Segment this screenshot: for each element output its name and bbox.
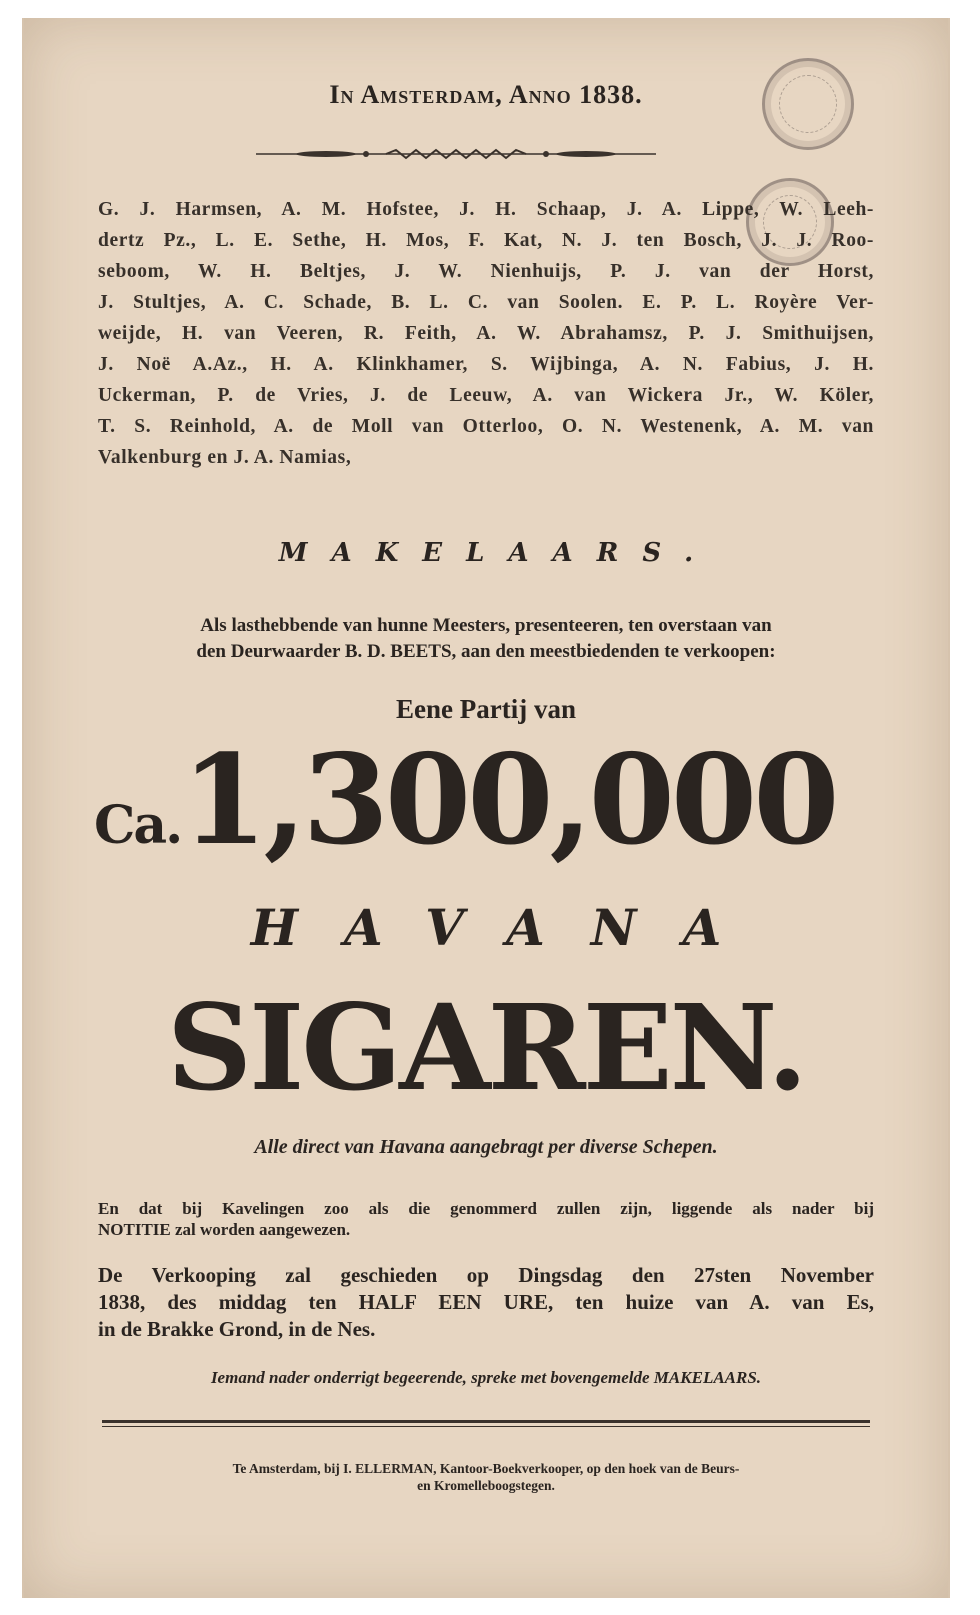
names-line: seboom, W. H. Beltjes, J. W. Nienhuijs, P. J. van der Horst, <box>98 261 874 282</box>
quantity-number: 1,300,000 <box>181 728 836 873</box>
intro-line: den Deurwaarder B. D. BEETS, aan den meestbiedenden te verkoopen: <box>196 641 776 662</box>
poster-heading: In Amsterdam, Anno 1838. <box>329 80 643 109</box>
partij-line: Eene Partij van <box>396 694 576 724</box>
sigaren-title: SIGAREN. <box>166 978 806 1117</box>
names-line: Valkenburg en J. A. Namias, <box>98 447 352 468</box>
names-line: T. S. Reinhold, A. de Moll van Otterloo, O. N. Westenenk, A. M. van <box>98 416 874 437</box>
poster-sheet <box>22 18 950 1598</box>
ornament-divider <box>256 148 656 160</box>
footer-rule <box>102 1420 870 1423</box>
paragraph-line: NOTITIE zal worden aangewezen. <box>98 1220 351 1239</box>
intro-text <box>104 613 868 665</box>
imprint-line: en Kromelleboogstegen. <box>417 1478 555 1493</box>
names-line: dertz Pz., L. E. Sethe, H. Mos, F. Kat, N. J. ten Bosch, J. J. Roo- <box>98 230 874 251</box>
ca-prefix: Ca. <box>94 795 182 856</box>
paragraph-line: De Verkooping zal geschieden op Dingsdag den 27sten November <box>98 1263 874 1287</box>
broker-names <box>98 194 874 473</box>
quantity-line <box>94 728 894 873</box>
havana-title: HAVANA <box>250 898 768 957</box>
names-line: weijde, H. van Veeren, R. Feith, A. W. Abrahamsz, P. J. Smithuijsen, <box>98 323 874 344</box>
names-line: G. J. Harmsen, A. M. Hofstee, J. H. Schaap, J. A. Lippe, W. Leeh- <box>98 199 874 220</box>
paragraph-line: in de Brakke Grond, in de Nes. <box>98 1317 376 1341</box>
verkooping-paragraph <box>98 1262 874 1343</box>
printer-imprint <box>124 1460 848 1494</box>
makelaars-title: MAKELAARS. <box>278 538 718 568</box>
names-line: J. Noë A.Az., H. A. Klinkhamer, S. Wijbinga, A. N. Fabius, J. H. <box>98 354 874 375</box>
imprint-line: Te Amsterdam, bij I. ELLERMAN, Kantoor-Boekverkooper, op den hoek van de Beurs- <box>232 1461 740 1476</box>
footer-rule-thin <box>102 1426 870 1427</box>
origin-line: Alle direct van Havana aangebragt per diverse Schepen. <box>254 1136 718 1158</box>
contact-line: Iemand nader onderrigt begeerende, spreke met bovengemelde MAKELAARS. <box>210 1368 762 1387</box>
paragraph-line: 1838, des middag ten HALF EEN URE, ten huize van A. van Es, <box>98 1290 874 1314</box>
intro-line: Als lasthebbende van hunne Meesters, presenteeren, ten overstaan van <box>200 615 772 636</box>
kavelingen-paragraph <box>98 1198 874 1240</box>
names-line: Uckerman, P. de Vries, J. de Leeuw, A. van Wickera Jr., W. Köler, <box>98 385 874 406</box>
names-line: J. Stultjes, A. C. Schade, B. L. C. van Soolen. E. P. L. Royère Ver- <box>98 292 874 313</box>
paragraph-line: En dat bij Kavelingen zoo als die genommerd zullen zijn, liggende als nader bij <box>98 1199 874 1218</box>
